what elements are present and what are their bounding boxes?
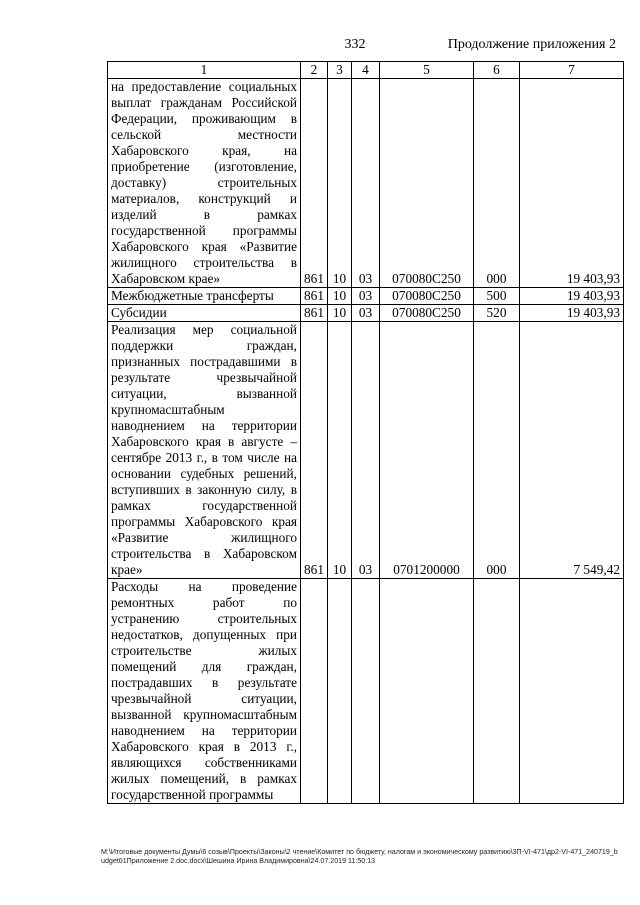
cell-section: 10: [328, 305, 352, 322]
column-header: 7: [520, 62, 624, 79]
table-row: [108, 79, 624, 288]
cell-expense-type: [474, 579, 520, 804]
table-row: [108, 579, 624, 804]
cell-admin-code: 861: [301, 322, 328, 579]
cell-target-article: 0701200000: [380, 322, 474, 579]
row-description: Расходы на проведение ремонтных работ по устранению строительных недостатков, допущенных при строительстве жилых помещений для граждан, пострадавших в результате чрезвычайной ситуации, вызванной крупномасштабным наводнением на территории Хабаровского края в 2013 г., являющихся собственниками жилых помещений, в рамках государственной программы: [108, 579, 301, 804]
cell-amount: 19 403,93: [520, 79, 624, 288]
cell-admin-code: 861: [301, 288, 328, 305]
column-header: 3: [328, 62, 352, 79]
cell-amount: 19 403,93: [520, 288, 624, 305]
cell-amount: 19 403,93: [520, 305, 624, 322]
cell-amount: [520, 579, 624, 804]
cell-subsection: 03: [352, 305, 380, 322]
row-description: Межбюджетные трансферты: [108, 288, 301, 305]
cell-expense-type: 000: [474, 79, 520, 288]
cell-section: 10: [328, 322, 352, 579]
appendix-continuation-label: Продолжение приложения 2: [447, 37, 616, 52]
cell-subsection: 03: [352, 79, 380, 288]
cell-subsection: 03: [352, 322, 380, 579]
column-header: 4: [352, 62, 380, 79]
cell-admin-code: [301, 579, 328, 804]
cell-target-article: 070080C250: [380, 305, 474, 322]
column-header: 2: [301, 62, 328, 79]
column-header: 6: [474, 62, 520, 79]
column-header: 1: [108, 62, 301, 79]
document-path-footer: M:\Итоговые документы Думы\6 созыв\Проекты\Законы\2 чтение\Комитет по бюджету, налогам и экономическому развитию\3П-VI-471\др2-VI-471_240719_budget01Приложение 2.doc.docx\Шешина Ирина Владимировна\24.07.2019 11:50:13: [101, 848, 618, 865]
cell-expense-type: 000: [474, 322, 520, 579]
table-header-row: [108, 62, 624, 79]
budget-table: [107, 61, 624, 804]
cell-expense-type: 500: [474, 288, 520, 305]
cell-target-article: [380, 579, 474, 804]
page-number: 332: [344, 37, 366, 52]
table-row: [108, 322, 624, 579]
cell-section: 10: [328, 288, 352, 305]
row-description: Субсидии: [108, 305, 301, 322]
cell-target-article: 070080C250: [380, 79, 474, 288]
cell-section: 10: [328, 79, 352, 288]
cell-subsection: [352, 579, 380, 804]
cell-subsection: 03: [352, 288, 380, 305]
column-header: 5: [380, 62, 474, 79]
cell-section: [328, 579, 352, 804]
row-description: на предоставление социальных выплат гражданам Российской Федерации, проживающим в сельской местности Хабаровского края, на приобретение (изготовление, доставку) строительных материалов, конструкций и изделий в рамках государственной программы Хабаровского края «Развитие жилищного строительства в Хабаровском крае»: [108, 79, 301, 288]
cell-admin-code: 861: [301, 79, 328, 288]
table-row: [108, 305, 624, 322]
row-description: Реализация мер социальной поддержки граждан, признанных пострадавшими в результате чрезвычайной ситуации, вызванной крупномасштабным наводнением на территории Хабаровского края в августе – сентябре 2013 г., в том числе на основании судебных решений, вступивших в законную силу, в рамках государственной программы Хабаровского края «Развитие жилищного строительства в Хабаровском крае»: [108, 322, 301, 579]
table-row: [108, 288, 624, 305]
cell-amount: 7 549,42: [520, 322, 624, 579]
cell-admin-code: 861: [301, 305, 328, 322]
cell-target-article: 070080C250: [380, 288, 474, 305]
cell-expense-type: 520: [474, 305, 520, 322]
